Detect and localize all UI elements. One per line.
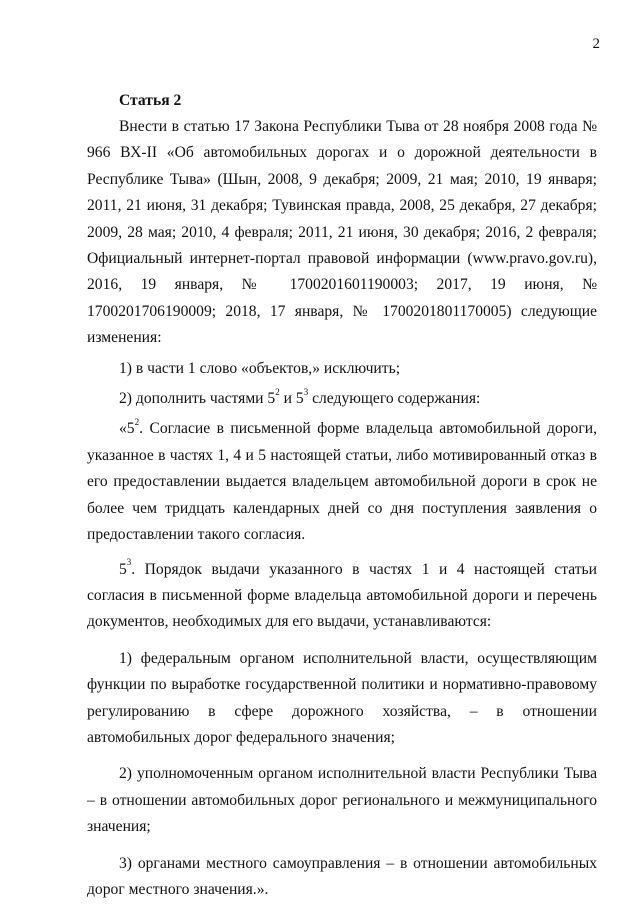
subitem-3-paragraph: 3) органами местного самоуправления – в отношении автомобильных дорог местного значения.». (87, 854, 597, 898)
part-5-3-prefix: 5 (119, 560, 127, 578)
part-5-2-paragraph (87, 416, 597, 548)
subitem-1-paragraph: 1) федеральным органом исполнительной власти, осуществляющим функции по выработке государственной политики и нормативно-правовому регулированию в сфере дорожного хозяйства, – в отношении автомобильных дорог федерального значения; (87, 649, 597, 746)
document-body (87, 88, 597, 903)
part-5-3-paragraph (87, 557, 597, 636)
subitem-2-paragraph: 2) уполномоченным органом исполнительной власти Республики Тыва – в отношении автомобильных дорог регионального и межмуниципального значения; (87, 765, 597, 836)
article-heading: Статья 2 (119, 92, 182, 109)
item-1-paragraph: 1) в части 1 слово «объектов,» исключить; (119, 359, 401, 377)
item-2-prefix: 2) дополнить частями 5 (119, 390, 276, 408)
part-5-3-sup: 3 (126, 557, 132, 568)
item-2-sup-a: 2 (275, 386, 280, 397)
item-2-sup-b: 3 (303, 386, 309, 397)
part-5-3-text: . Порядок выдачи указанного в частях 1 и 4 настоящей статьи согласия в письменной форме владельца автомобильной дороги и перечень документов, необходимых для его выдачи, устанавливаются: (87, 560, 597, 631)
part-5-2-prefix: «5 (119, 420, 135, 438)
part-5-2-text: . Согласие в письменной форме владельца автомобильной дороги, указанное в частях 1, 4 и 5 настоящей статьи, либо мотивированный отказ в его предоставлении выдается владельцем автомобильной дороги в срок не более чем тридцать календарных дней со дня поступления заявления о предоставлении такого согласия. (87, 420, 597, 544)
item-2-paragraph (87, 386, 597, 412)
item-2-middle: и 5 (279, 390, 304, 408)
page-number: 2 (592, 36, 600, 52)
intro-paragraph: Внести в статью 17 Закона Республики Тыва от 28 ноября 2008 года № 966 ВХ-II «Об автомобильных дорогах и о дорожной деятельности в Республике Тыва» (Шын, 2008, 9 декабря; 2009, 21 мая; 2010, 19 января; 2011, 21 июня, 31 декабря; Тувинская правда, 2008, 25 декабря, 27 декабря; 2009, 28 мая; 2010, 4 февраля; 2011, 21 июня, 30 декабря; 2016, 2 февраля; Официальный интернет-портал правовой информации (www.pravo.gov.ru), 2016, 19 января, № 1700201601190003; 2017, 19 июня, № 1700201706190009; 2018, 17 января, № 1700201801170005) следующие изменения: (87, 118, 597, 347)
item-2-suffix: следующего содержания: (308, 390, 481, 408)
part-5-2-sup: 2 (134, 417, 140, 428)
